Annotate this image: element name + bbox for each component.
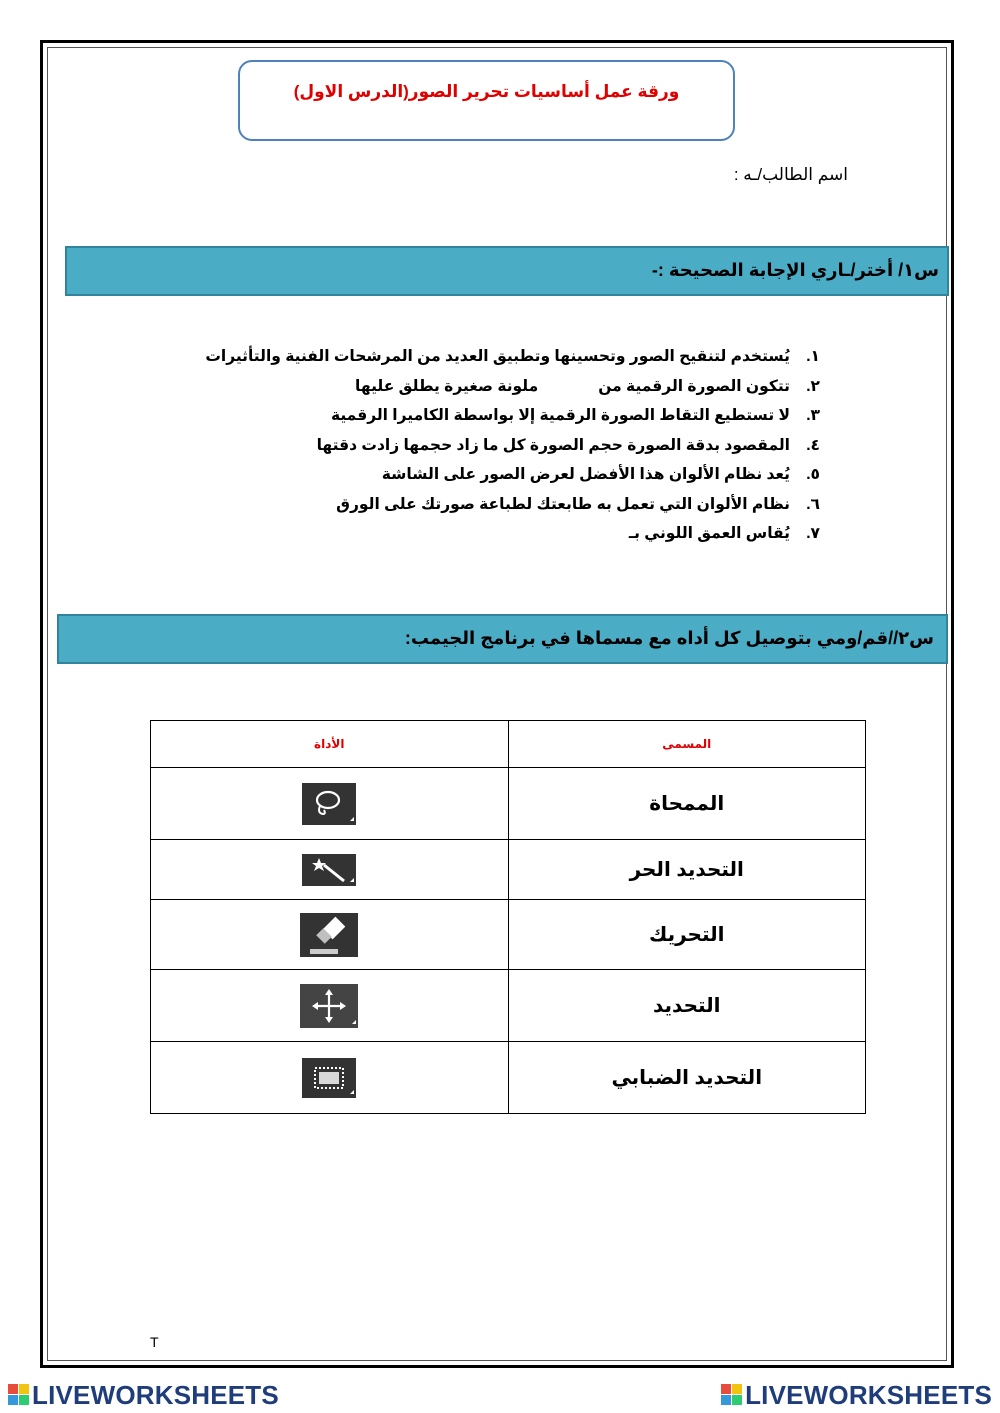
column-header-tool: الأداة (151, 721, 509, 768)
tool-icon-cell[interactable] (151, 970, 509, 1042)
worksheet-title: ورقة عمل أساسيات تحرير الصور(الدرس الاول) (293, 82, 680, 101)
lasso-icon[interactable] (302, 783, 356, 825)
tool-name-cell[interactable]: الممحاة (508, 768, 866, 840)
page-frame-inner (47, 47, 947, 1361)
tool-name-cell[interactable]: التحديد الضبابي (508, 1042, 866, 1114)
question-item (205, 460, 820, 490)
question-text-part-b: ملونة صغيرة يطلق عليها (355, 377, 539, 395)
question-number: ٦. (806, 495, 820, 513)
question-text: يُقاس العمق اللوني بـ (628, 525, 790, 542)
question-item (205, 431, 820, 461)
brand-name: LIVEWORKSHEETS (32, 1380, 279, 1410)
question-text: يُعد نظام الألوان هذا الأفضل لعرض الصور على الشاشة (381, 466, 790, 483)
tool-icon-cell[interactable] (151, 840, 509, 900)
table-header-row (151, 721, 866, 768)
question-item (205, 490, 820, 520)
question-item (205, 519, 820, 549)
column-header-name: المسمى (508, 721, 866, 768)
question-item (205, 372, 820, 402)
question-text: نظام الألوان التي تعمل به طابعتك لطباعة صورتك على الورق (336, 495, 790, 513)
question-number: ٥. (806, 466, 820, 483)
question-number: ٤. (806, 436, 820, 454)
tool-name-cell[interactable]: التحديد (508, 970, 866, 1042)
liveworksheets-icon (721, 1384, 743, 1406)
table-row (151, 768, 866, 840)
question-1-heading: س١/ أختر/ـاري الإجابة الصحيحة :- (65, 246, 949, 296)
table-row (151, 1042, 866, 1114)
brand-name: LIVEWORKSHEETS (745, 1380, 992, 1410)
table-row (151, 900, 866, 970)
question-item (205, 401, 820, 431)
question-number: ٧. (806, 525, 820, 542)
question-1-list (205, 342, 820, 549)
question-item (205, 342, 820, 372)
brand-logo-right (721, 1380, 992, 1411)
student-name-label: اسم الطالب/ـه : (733, 165, 848, 184)
question-text-part-a: تتكون الصورة الرقمية من (598, 377, 790, 395)
tool-name-cell[interactable]: التحريك (508, 900, 866, 970)
question-text: المقصود بدقة الصورة حجم الصورة كل ما زاد حجمها زادت دقتها (316, 436, 790, 454)
magic-wand-icon[interactable] (302, 854, 356, 886)
question-2-heading: س٢//قم/ومي بتوصيل كل أداه مع مسماها في برنامج الجيمب: (57, 614, 948, 664)
tool-icon-cell[interactable] (151, 1042, 509, 1114)
tool-icon-cell[interactable] (151, 768, 509, 840)
question-number: ٣. (806, 407, 820, 424)
matching-table (150, 720, 866, 1114)
title-box (238, 60, 735, 141)
question-text: لا تستطيع التقاط الصورة الرقمية إلا بواسطة الكاميرا الرقمية (330, 407, 790, 424)
liveworksheets-icon (8, 1384, 30, 1406)
question-number: ١. (806, 348, 820, 365)
brand-logo-left (8, 1380, 279, 1411)
eraser-icon[interactable] (300, 913, 358, 957)
table-row (151, 840, 866, 900)
tool-name-cell[interactable]: التحديد الحر (508, 840, 866, 900)
tool-icon-cell[interactable] (151, 900, 509, 970)
page-frame (40, 40, 954, 1368)
question-text: يُستخدم لتنقيح الصور وتحسينها وتطبيق العديد من المرشحات الفنية والتأثيرات (205, 348, 790, 365)
footer-mark: T (150, 1334, 159, 1350)
rect-select-icon[interactable] (302, 1058, 356, 1098)
move-icon[interactable] (300, 984, 358, 1028)
table-row (151, 970, 866, 1042)
question-number: ٢. (806, 377, 820, 395)
